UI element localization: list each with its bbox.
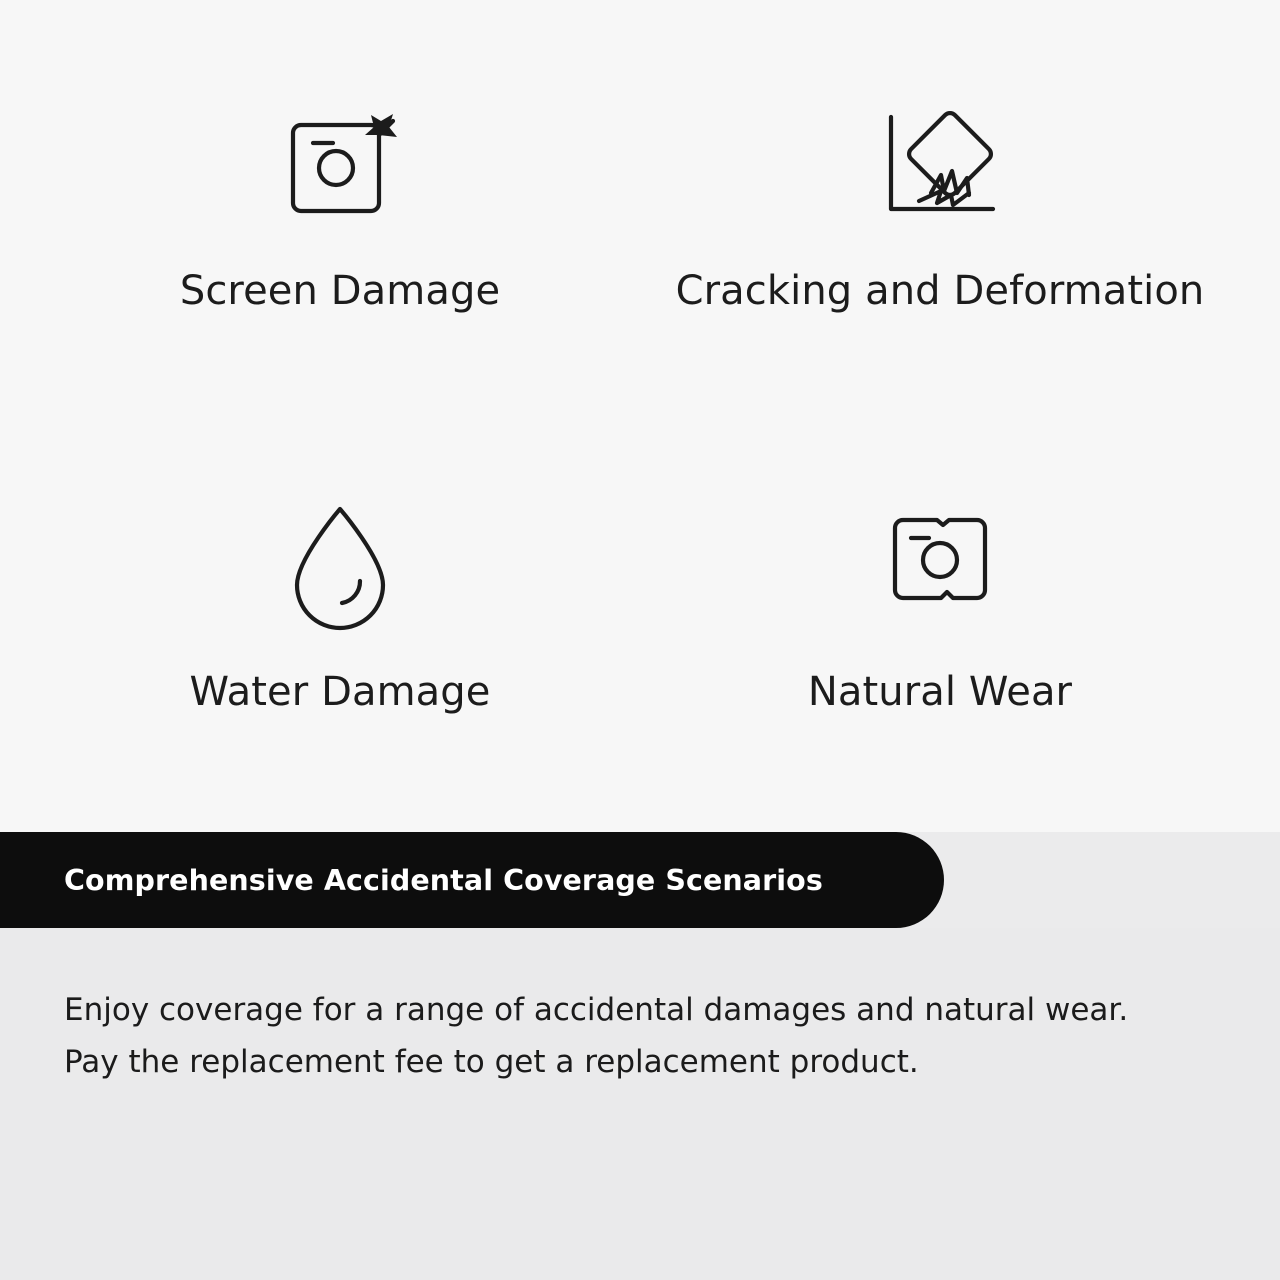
banner-title: Comprehensive Accidental Coverage Scenarios [64, 863, 823, 897]
banner-row [0, 832, 1280, 928]
scenario-label: Cracking and Deformation [675, 268, 1205, 314]
scenario-cracking-deformation [640, 92, 1240, 431]
water-drop-icon [275, 493, 405, 633]
scenario-natural-wear [640, 493, 1240, 832]
coverage-description-panel [0, 928, 1280, 1280]
worn-device-icon [875, 493, 1005, 633]
dropped-device-impact-icon [875, 92, 1005, 232]
description-line-1: Enjoy coverage for a range of accidental damages and natural wear. [64, 992, 1129, 1028]
scenario-water-damage [40, 493, 640, 832]
description-line-2: Pay the replacement fee to get a replacement product. [64, 1044, 919, 1081]
scenario-label: Screen Damage [179, 268, 501, 314]
cracked-screen-icon [275, 92, 405, 232]
scenario-screen-damage [40, 92, 640, 431]
scenario-label: Water Damage [189, 669, 491, 715]
scenario-label: Natural Wear [807, 669, 1073, 715]
coverage-banner [0, 832, 944, 928]
